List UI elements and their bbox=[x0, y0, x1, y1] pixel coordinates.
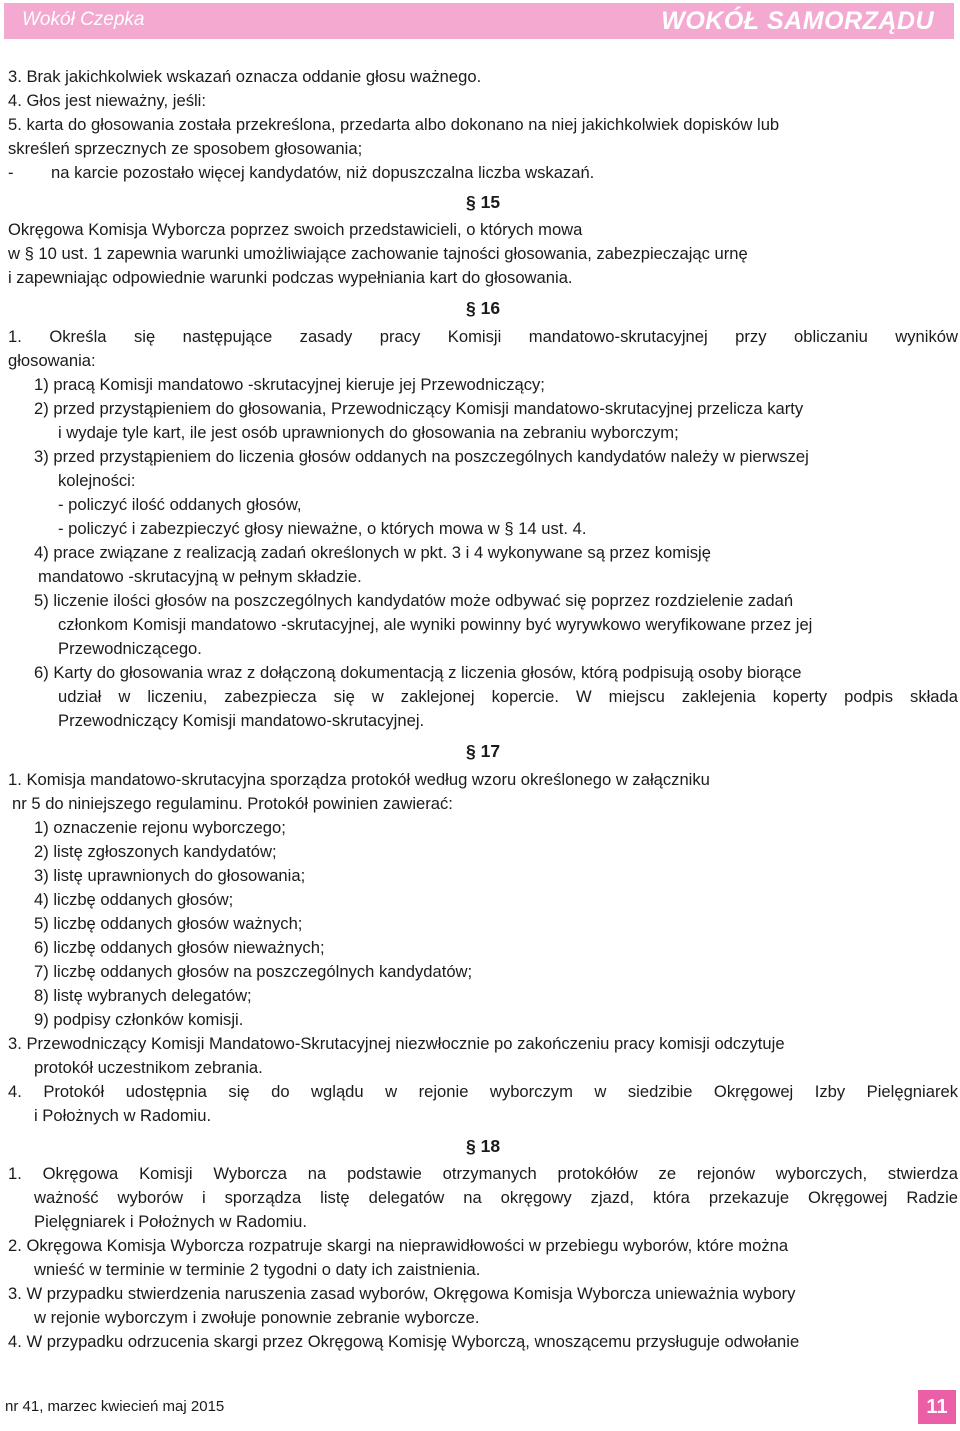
text-line: wnieść w terminie w terminie 2 tygodni o daty ich zaistnienia. bbox=[34, 1260, 481, 1279]
text-line: - policzyć ilość oddanych głosów, bbox=[58, 495, 302, 514]
text-line: na karcie pozostało więcej kandydatów, niż dopuszczalna liczba wskazań. bbox=[51, 163, 595, 182]
page-number-badge: 11 bbox=[918, 1390, 956, 1424]
text-line: 8) listę wybranych delegatów; bbox=[34, 986, 252, 1005]
text-line: Okręgowa Komisja Wyborcza poprzez swoich przedstawicieli, o których mowa bbox=[8, 220, 583, 239]
text-line: skreśleń sprzecznych ze sposobem głosowania; bbox=[8, 139, 363, 158]
list-dash: - bbox=[8, 163, 14, 182]
text-line: Przewodniczącego. bbox=[58, 639, 202, 658]
text-line: 1. Określa się następujące zasady pracy Komisji mandatowo-skrutacyjnej przy obliczaniu wyników bbox=[8, 327, 958, 346]
text-line: 4. Głos jest nieważny, jeśli: bbox=[8, 91, 206, 110]
text-line: członkom Komisji mandatowo -skrutacyjnej, ale wyniki powinny być wyrywkowo weryfikowane przez jej bbox=[58, 615, 813, 634]
text-line: 4. Protokół udostępnia się do wglądu w rejonie wyborczym w siedzibie Okręgowej Izby Pielęgniarek bbox=[8, 1082, 958, 1101]
section-heading-16: § 16 bbox=[466, 298, 501, 318]
text-line: 3. Brak jakichkolwiek wskazań oznacza oddanie głosu ważnego. bbox=[8, 67, 482, 86]
text-line: 2) listę zgłoszonych kandydatów; bbox=[34, 842, 277, 861]
text-line: 4) prace związane z realizacją zadań określonych w pkt. 3 i 4 wykonywane są przez komisję bbox=[34, 543, 711, 562]
text-line: 3) przed przystąpieniem do liczenia głosów oddanych na poszczególnych kandydatów należy w pierwszej bbox=[34, 447, 809, 466]
text-line: 3) listę uprawnionych do głosowania; bbox=[34, 866, 306, 885]
text-line: i zapewniając odpowiednie warunki podczas wypełniania kart do głosowania. bbox=[8, 268, 573, 287]
text-line: i Położnych w Radomiu. bbox=[34, 1106, 212, 1125]
section-heading-17: § 17 bbox=[466, 741, 501, 761]
text-line: 7) liczbę oddanych głosów na poszczególnych kandydatów; bbox=[34, 962, 473, 981]
magazine-section-title: Wokół Czepka bbox=[22, 9, 145, 30]
text-line: 1) pracą Komisji mandatowo -skrutacyjnej kieruje jej Przewodniczący; bbox=[34, 375, 545, 394]
section-heading-15: § 15 bbox=[466, 192, 501, 212]
text-line: 1) oznaczenie rejonu wyborczego; bbox=[34, 818, 286, 837]
text-line: 2) przed przystąpieniem do głosowania, Przewodniczący Komisji mandatowo-skrutacyjnej przelicza karty bbox=[34, 399, 804, 418]
text-line: udział w liczeniu, zabezpiecza się w zaklejonej kopercie. W miejscu zaklejenia koperty podpis składa bbox=[58, 687, 958, 706]
magazine-section-heading: WOKÓŁ SAMORZĄDU bbox=[661, 7, 934, 35]
text-line: mandatowo -skrutacyjną w pełnym składzie. bbox=[38, 567, 362, 586]
text-line: kolejności: bbox=[58, 471, 136, 490]
text-line: protokół uczestnikom zebrania. bbox=[34, 1058, 263, 1077]
text-line: 3. Przewodniczący Komisji Mandatowo-Skrutacyjnej niezwłocznie po zakończeniu pracy komisji odczytuje bbox=[8, 1034, 785, 1053]
text-line: 1. Okręgowa Komisji Wyborcza na podstawie otrzymanych protokółów ze rejonów wyborczych, stwierdza bbox=[8, 1164, 958, 1183]
text-line: 1. Komisja mandatowo-skrutacyjna sporządza protokół według wzoru określonego w załączniku bbox=[8, 770, 710, 789]
text-line: głosowania: bbox=[8, 351, 96, 370]
text-line: 6) Karty do głosowania wraz z dołączoną dokumentacją z liczenia głosów, którą podpisują osoby biorące bbox=[34, 663, 802, 682]
text-line: 4. W przypadku odrzucenia skargi przez Okręgową Komisję Wyborczą, wnoszącemu przysługuje odwołanie bbox=[8, 1332, 800, 1351]
section-heading-18: § 18 bbox=[466, 1136, 501, 1156]
text-line: - policzyć i zabezpieczyć głosy nieważne, o których mowa w § 14 ust. 4. bbox=[58, 519, 587, 538]
text-line: 5. karta do głosowania została przekreślona, przedarta albo dokonano na niej jakichkolwiek dopisków lub bbox=[8, 115, 780, 134]
text-line: Przewodniczący Komisji mandatowo-skrutacyjnej. bbox=[58, 711, 425, 730]
text-line: 9) podpisy członków komisji. bbox=[34, 1010, 244, 1029]
issue-footer: nr 41, marzec kwiecień maj 2015 bbox=[5, 1398, 225, 1415]
text-line: Pielęgniarek i Położnych w Radomiu. bbox=[34, 1212, 308, 1231]
text-line: ważność wyborów i sporządza listę delegatów na okręgowy zjazd, która przekazuje Okręgowej Radzie bbox=[34, 1188, 958, 1207]
page-header-bar bbox=[4, 3, 954, 39]
text-line: nr 5 do niniejszego regulaminu. Protokół powinien zawierać: bbox=[12, 794, 453, 813]
text-line: 2. Okręgowa Komisja Wyborcza rozpatruje skargi na nieprawidłowości w przebiegu wyborów, które można bbox=[8, 1236, 789, 1255]
text-line: i wydaje tyle kart, ile jest osób uprawnionych do głosowania na zebraniu wyborczym; bbox=[58, 423, 679, 442]
text-line: 5) liczenie ilości głosów na poszczególnych kandydatów może odbywać się poprzez rozdzielenie zadań bbox=[34, 591, 794, 610]
text-line: 6) liczbę oddanych głosów nieważnych; bbox=[34, 938, 325, 957]
text-line: 4) liczbę oddanych głosów; bbox=[34, 890, 234, 909]
text-line: w rejonie wyborczym i zwołuje ponownie zebranie wyborcze. bbox=[34, 1308, 480, 1327]
text-line: w § 10 ust. 1 zapewnia warunki umożliwiające zachowanie tajności głosowania, zabezpieczając urnę bbox=[8, 244, 748, 263]
text-line: 3. W przypadku stwierdzenia naruszenia zasad wyborów, Okręgowa Komisja Wyborcza unieważnia wybory bbox=[8, 1284, 796, 1303]
text-line: 5) liczbę oddanych głosów ważnych; bbox=[34, 914, 303, 933]
